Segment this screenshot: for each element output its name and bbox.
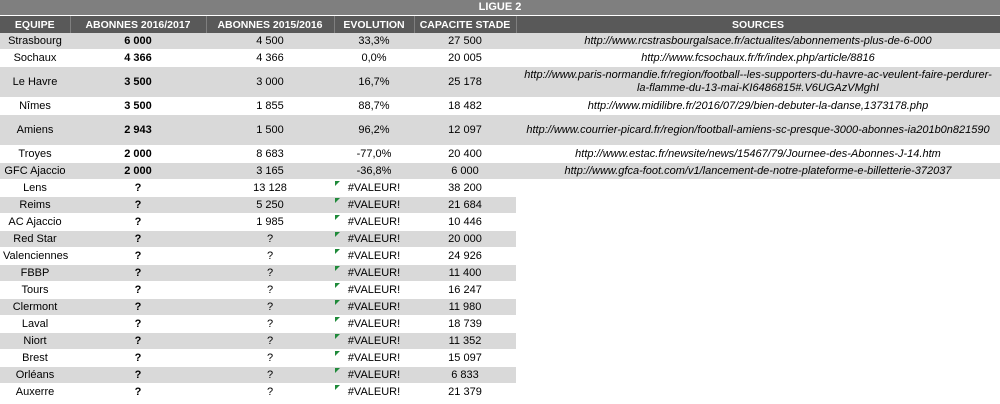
team-cell[interactable]: Troyes (0, 146, 70, 163)
evolution-cell[interactable] (334, 350, 414, 367)
error-indicator-icon (335, 351, 340, 356)
evolution-cell[interactable] (334, 316, 414, 333)
abonnes-2016-cell[interactable]: ? (70, 282, 206, 299)
evolution-cell[interactable] (334, 367, 414, 384)
evolution-cell[interactable]: -77,0% (334, 146, 414, 163)
abonnes-2016-cell[interactable]: 4 366 (70, 50, 206, 67)
table-row (0, 50, 1000, 67)
team-cell[interactable]: Valenciennes (0, 248, 70, 265)
evolution-value: #VALEUR! (347, 216, 401, 228)
abonnes-2016-cell[interactable]: 2 000 (70, 146, 206, 163)
capacity-cell[interactable]: 21 379 (414, 384, 516, 401)
error-indicator-icon (335, 368, 340, 373)
error-indicator-icon (335, 283, 340, 288)
error-indicator-icon (335, 334, 340, 339)
abonnes-2016-cell[interactable]: ? (70, 333, 206, 350)
evolution-value: #VALEUR! (347, 386, 401, 398)
team-cell[interactable]: Amiens (0, 115, 70, 146)
abonnes-2016-cell[interactable]: 3 500 (70, 98, 206, 115)
evolution-cell[interactable] (334, 214, 414, 231)
source-cell[interactable] (516, 333, 1000, 350)
capacity-cell[interactable]: 6 833 (414, 367, 516, 384)
source-cell[interactable] (516, 350, 1000, 367)
source-cell[interactable]: http://www.rcstrasbourgalsace.fr/actualites/abonnements-plus-de-6-000 (516, 33, 1000, 50)
abonnes-2016-cell[interactable]: ? (70, 214, 206, 231)
abonnes-2015-cell[interactable]: 4 500 (206, 33, 334, 50)
evolution-value: #VALEUR! (347, 233, 401, 245)
team-cell[interactable]: Strasbourg (0, 33, 70, 50)
table-row (0, 265, 1000, 282)
team-cell[interactable]: Orléans (0, 367, 70, 384)
header-abonnes-2015[interactable]: ABONNES 2015/2016 (206, 16, 334, 33)
abonnes-2016-cell[interactable]: 3 500 (70, 67, 206, 98)
capacity-cell[interactable]: 11 980 (414, 299, 516, 316)
abonnes-2015-cell[interactable]: 4 366 (206, 50, 334, 67)
abonnes-2015-cell[interactable]: 5 250 (206, 197, 334, 214)
capacity-cell[interactable]: 38 200 (414, 180, 516, 197)
abonnes-2016-cell[interactable]: ? (70, 248, 206, 265)
abonnes-2015-cell[interactable]: ? (206, 384, 334, 401)
error-indicator-icon (335, 300, 340, 305)
team-cell[interactable]: Brest (0, 350, 70, 367)
evolution-value: #VALEUR! (347, 267, 401, 279)
evolution-cell[interactable]: 16,7% (334, 67, 414, 98)
evolution-cell[interactable] (334, 197, 414, 214)
abonnes-2016-cell[interactable]: ? (70, 316, 206, 333)
abonnes-2016-cell[interactable]: ? (70, 367, 206, 384)
header-abonnes-2016[interactable]: ABONNES 2016/2017 (70, 16, 206, 33)
capacity-cell[interactable]: 20 005 (414, 50, 516, 67)
error-indicator-icon (335, 385, 340, 390)
capacity-cell[interactable]: 11 400 (414, 265, 516, 282)
team-cell[interactable]: Sochaux (0, 50, 70, 67)
evolution-value: #VALEUR! (347, 182, 401, 194)
evolution-value: #VALEUR! (347, 284, 401, 296)
capacity-cell[interactable]: 21 684 (414, 197, 516, 214)
source-cell[interactable] (516, 384, 1000, 401)
table-row (0, 197, 1000, 214)
team-cell[interactable]: Le Havre (0, 67, 70, 98)
abonnes-2015-cell[interactable]: ? (206, 231, 334, 248)
table-row (0, 384, 1000, 401)
source-cell[interactable]: http://www.paris-normandie.fr/region/football--les-supporters-du-havre-ac-veulent-faire-perdurer-la-flamme-du-13-mai-KI6486815#.V6UGAzVMghI (516, 67, 1000, 98)
abonnes-2015-cell[interactable]: 13 128 (206, 180, 334, 197)
abonnes-2016-cell[interactable]: 6 000 (70, 33, 206, 50)
evolution-cell[interactable] (334, 384, 414, 401)
table-row (0, 146, 1000, 163)
table-body (0, 33, 1000, 401)
header-capacity[interactable]: CAPACITE STADE (414, 16, 516, 33)
source-cell[interactable] (516, 197, 1000, 214)
capacity-cell[interactable]: 6 000 (414, 163, 516, 180)
abonnes-2015-cell[interactable]: ? (206, 248, 334, 265)
abonnes-2016-cell[interactable]: ? (70, 231, 206, 248)
abonnes-2015-cell[interactable]: ? (206, 299, 334, 316)
evolution-cell[interactable]: -36,8% (334, 163, 414, 180)
abonnes-2015-cell[interactable]: 3 000 (206, 67, 334, 98)
table-row (0, 299, 1000, 316)
source-cell[interactable] (516, 231, 1000, 248)
table-row (0, 316, 1000, 333)
abonnes-2015-cell[interactable]: 3 165 (206, 163, 334, 180)
team-cell[interactable]: GFC Ajaccio (0, 163, 70, 180)
error-indicator-icon (335, 181, 340, 186)
evolution-value: #VALEUR! (347, 250, 401, 262)
capacity-cell[interactable]: 16 247 (414, 282, 516, 299)
evolution-cell[interactable] (334, 299, 414, 316)
evolution-value: #VALEUR! (347, 199, 401, 211)
source-cell[interactable] (516, 265, 1000, 282)
source-cell[interactable]: http://www.midilibre.fr/2016/07/29/bien-debuter-la-danse,1373178.php (516, 98, 1000, 115)
error-indicator-icon (335, 317, 340, 322)
capacity-cell[interactable]: 25 178 (414, 67, 516, 98)
abonnes-2015-cell[interactable]: 8 683 (206, 146, 334, 163)
ligue2-table (0, 16, 1000, 401)
source-cell[interactable] (516, 367, 1000, 384)
table-row (0, 350, 1000, 367)
capacity-cell[interactable]: 18 739 (414, 316, 516, 333)
table-row (0, 282, 1000, 299)
table-row (0, 163, 1000, 180)
source-cell[interactable] (516, 214, 1000, 231)
capacity-cell[interactable]: 10 446 (414, 214, 516, 231)
evolution-value: #VALEUR! (347, 301, 401, 313)
table-row (0, 231, 1000, 248)
evolution-cell[interactable]: 88,7% (334, 98, 414, 115)
evolution-value: #VALEUR! (347, 318, 401, 330)
error-indicator-icon (335, 249, 340, 254)
source-cell[interactable]: http://www.gfca-foot.com/v1/lancement-de-notre-plateforme-e-billetterie-372037 (516, 163, 1000, 180)
abonnes-2016-cell[interactable]: ? (70, 350, 206, 367)
team-cell[interactable]: AC Ajaccio (0, 214, 70, 231)
header-evolution[interactable]: EVOLUTION (334, 16, 414, 33)
team-cell[interactable]: Auxerre (0, 384, 70, 401)
evolution-cell[interactable] (334, 282, 414, 299)
error-indicator-icon (335, 198, 340, 203)
source-cell[interactable] (516, 248, 1000, 265)
capacity-cell[interactable]: 20 400 (414, 146, 516, 163)
evolution-cell[interactable] (334, 231, 414, 248)
sheet-title: LIGUE 2 (0, 0, 1000, 16)
source-cell[interactable]: http://www.courrier-picard.fr/region/football-amiens-sc-presque-3000-abonnes-ia201b0n821590 (516, 115, 1000, 146)
evolution-cell[interactable] (334, 248, 414, 265)
capacity-cell[interactable]: 11 352 (414, 333, 516, 350)
table-row (0, 333, 1000, 350)
abonnes-2016-cell[interactable]: 2 000 (70, 163, 206, 180)
table-row (0, 367, 1000, 384)
team-cell[interactable]: Tours (0, 282, 70, 299)
source-cell[interactable] (516, 316, 1000, 333)
evolution-cell[interactable] (334, 180, 414, 197)
table-row (0, 33, 1000, 50)
abonnes-2016-cell[interactable]: ? (70, 180, 206, 197)
source-cell[interactable]: http://www.estac.fr/newsite/news/15467/79/Journee-des-Abonnes-J-14.htm (516, 146, 1000, 163)
table-row (0, 248, 1000, 265)
capacity-cell[interactable]: 20 000 (414, 231, 516, 248)
capacity-cell[interactable]: 18 482 (414, 98, 516, 115)
team-cell[interactable]: Niort (0, 333, 70, 350)
source-cell[interactable] (516, 299, 1000, 316)
error-indicator-icon (335, 215, 340, 220)
header-sources[interactable]: SOURCES (516, 16, 1000, 33)
team-cell[interactable]: Laval (0, 316, 70, 333)
team-cell[interactable]: Reims (0, 197, 70, 214)
team-cell[interactable]: Clermont (0, 299, 70, 316)
abonnes-2015-cell[interactable]: ? (206, 333, 334, 350)
evolution-value: #VALEUR! (347, 335, 401, 347)
capacity-cell[interactable]: 24 926 (414, 248, 516, 265)
source-cell[interactable]: http://www.fcsochaux.fr/fr/index.php/article/8816 (516, 50, 1000, 67)
abonnes-2015-cell[interactable]: ? (206, 350, 334, 367)
abonnes-2015-cell[interactable]: 1 985 (206, 214, 334, 231)
team-cell[interactable]: Red Star (0, 231, 70, 248)
abonnes-2015-cell[interactable]: ? (206, 282, 334, 299)
capacity-cell[interactable]: 27 500 (414, 33, 516, 50)
error-indicator-icon (335, 266, 340, 271)
header-row (0, 16, 1000, 33)
abonnes-2015-cell[interactable]: 1 855 (206, 98, 334, 115)
table-row (0, 67, 1000, 98)
table-row (0, 214, 1000, 231)
abonnes-2015-cell[interactable]: ? (206, 316, 334, 333)
evolution-cell[interactable]: 96,2% (334, 115, 414, 146)
evolution-value: #VALEUR! (347, 352, 401, 364)
evolution-cell[interactable] (334, 265, 414, 282)
abonnes-2016-cell[interactable]: 2 943 (70, 115, 206, 146)
abonnes-2015-cell[interactable]: 1 500 (206, 115, 334, 146)
abonnes-2016-cell[interactable]: ? (70, 384, 206, 401)
source-cell[interactable] (516, 282, 1000, 299)
team-cell[interactable]: Nîmes (0, 98, 70, 115)
abonnes-2016-cell[interactable]: ? (70, 265, 206, 282)
capacity-cell[interactable]: 15 097 (414, 350, 516, 367)
header-team[interactable]: EQUIPE (0, 16, 70, 33)
abonnes-2016-cell[interactable]: ? (70, 299, 206, 316)
table-row (0, 180, 1000, 197)
capacity-cell[interactable]: 12 097 (414, 115, 516, 146)
source-cell[interactable] (516, 180, 1000, 197)
evolution-value: #VALEUR! (347, 369, 401, 381)
team-cell[interactable]: FBBP (0, 265, 70, 282)
table-row (0, 115, 1000, 146)
abonnes-2015-cell[interactable]: ? (206, 367, 334, 384)
evolution-cell[interactable]: 0,0% (334, 50, 414, 67)
abonnes-2015-cell[interactable]: ? (206, 265, 334, 282)
table-row (0, 98, 1000, 115)
team-cell[interactable]: Lens (0, 180, 70, 197)
error-indicator-icon (335, 232, 340, 237)
evolution-cell[interactable]: 33,3% (334, 33, 414, 50)
evolution-cell[interactable] (334, 333, 414, 350)
abonnes-2016-cell[interactable]: ? (70, 197, 206, 214)
